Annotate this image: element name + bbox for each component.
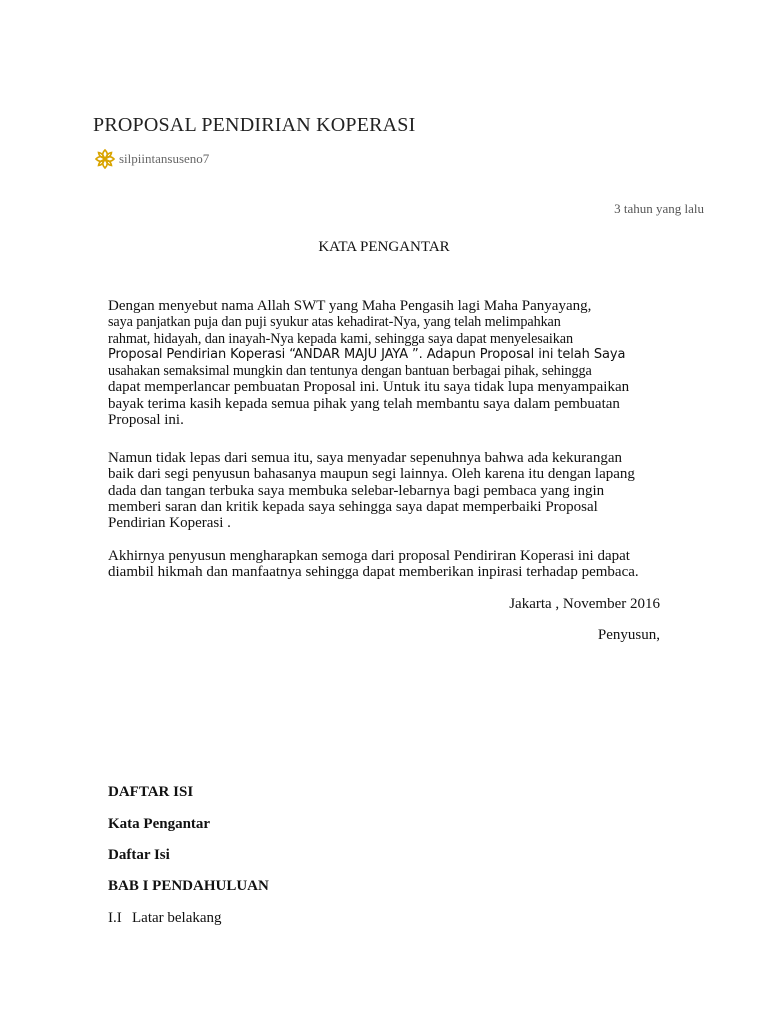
paragraph-line: Proposal Pendirian Koperasi “ANDAR MAJU JAYA ”. Adapun Proposal ini telah Saya (108, 346, 626, 362)
paragraph-line: Proposal ini. (108, 412, 184, 429)
author-row[interactable] (93, 146, 209, 172)
paragraph-line: Namun tidak lepas dari semua itu, saya menyadar sepenuhnya bahwa ada kekurangan (108, 450, 622, 466)
paragraph-line: diambil hikmah dan manfaatnya sehingga dapat memberikan inpirasi terhadap pembaca. (108, 564, 639, 581)
author-name[interactable]: silpiintansuseno7 (119, 151, 210, 166)
paragraph-line: dapat memperlancar pembuatan Proposal ini. Untuk itu saya tidak lupa menyampaikan (108, 379, 630, 396)
signature-label: Penyusun, (597, 627, 660, 643)
author-avatar-icon[interactable] (93, 147, 117, 171)
paragraph-2 (108, 450, 668, 531)
place-date: Jakarta , November 2016 (509, 596, 660, 612)
toc-item: BAB I PENDAHULUAN (108, 878, 269, 894)
paragraph-line: Akhirnya penyusun mengharapkan semoga dari proposal Pendiriran Koperasi ini dapat (108, 548, 630, 564)
paragraph-line: memberi saran dan kritik kepada saya sehingga saya dapat memperbaiki Proposal (108, 498, 598, 515)
paragraph-1 (108, 298, 668, 428)
toc-item: Kata Pengantar (108, 816, 211, 832)
toc-heading: DAFTAR ISI (108, 784, 194, 800)
paragraph-3 (108, 548, 668, 581)
paragraph-line: bayak terima kasih kepada semua pihak yang telah membantu saya dalam pembuatan (108, 395, 620, 412)
paragraph-line: dada dan tangan terbuka saya membuka selebar-lebarnya bagi pembaca yang ingin (108, 482, 605, 499)
toc-item-label: Latar belakang (132, 910, 222, 926)
section-heading: KATA PENGANTAR (318, 239, 450, 255)
timestamp: 3 tahun yang lalu (614, 201, 704, 216)
paragraph-line: baik dari segi penyusun bahasanya maupun segi lainnya. Oleh karena itu dengan lapang (108, 466, 635, 483)
document-title: PROPOSAL PENDIRIAN KOPERASI (93, 114, 416, 136)
paragraph-line: Dengan menyebut nama Allah SWT yang Maha Pengasih lagi Maha Panyayang, (108, 298, 592, 314)
toc-item (108, 910, 222, 927)
paragraph-line: usahakan semaksimal mungkin dan tentunya dengan bantuan berbagai pihak, sehingga (108, 363, 592, 380)
paragraph-line: saya panjatkan puja dan puji syukur atas kehadirat-Nya, yang telah melimpahkan (108, 314, 561, 331)
paragraph-line: Pendirian Koperasi . (108, 515, 231, 532)
toc-item-number: I.I (108, 910, 122, 926)
toc-item: Daftar Isi (108, 847, 170, 863)
paragraph-line: rahmat, hidayah, dan inayah-Nya kepada kami, sehingga saya dapat menyelesaikan (108, 330, 573, 347)
